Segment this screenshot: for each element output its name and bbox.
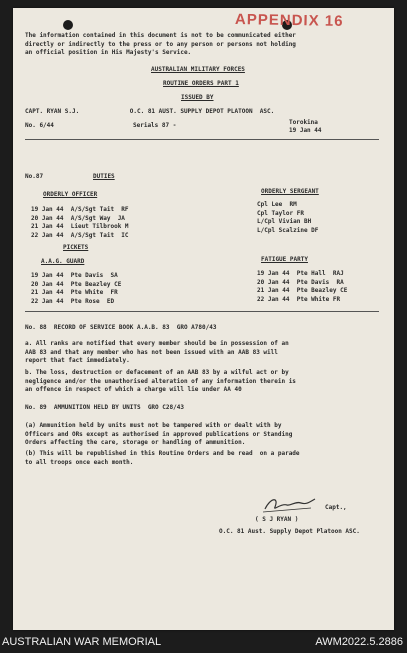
heading-line2: ROUTINE ORDERS PART 1 bbox=[163, 80, 239, 87]
orderly-sergeant-list: Cpl Lee RM Cpl Taylor FR L/Cpl Vivian BH L/Cpl Scalzine DF bbox=[257, 201, 319, 234]
order-88-para-a: a. All ranks are notified that every member should be in possession of an AAB 83 and that any member who has not been issued with an AAB 83 will report that fact immediately. bbox=[25, 340, 289, 364]
divider bbox=[25, 139, 379, 140]
document-page bbox=[13, 8, 394, 630]
signature-unit: O.C. 81 Aust. Supply Depot Platoon ASC. bbox=[219, 528, 360, 535]
caution-text: The information contained in this document is not to be communicated either directly or indirectly to the press or to any person or persons not holding an official position in His Majesty's Service. bbox=[25, 32, 296, 56]
serials: Serials 87 - bbox=[133, 122, 177, 129]
punch-hole bbox=[63, 20, 73, 30]
orderly-sergeant-heading: ORDERLY SERGEANT bbox=[261, 188, 319, 195]
heading-line1: AUSTRALIAN MILITARY FORCES bbox=[151, 66, 245, 73]
heading-line3: ISSUED BY bbox=[181, 94, 214, 101]
signature-graphic bbox=[261, 493, 317, 515]
place: Torokina bbox=[289, 119, 318, 126]
appendix-annotation: APPENDIX 16 bbox=[234, 11, 344, 30]
order-number: No. 6/44 bbox=[25, 122, 54, 129]
fatigue-list: 19 Jan 44 Pte Hall RAJ 20 Jan 44 Pte Davis RA 21 Jan 44 Pte Beazley CE 22 Jan 44 Pte White FR bbox=[257, 270, 348, 303]
orderly-officer-heading: ORDERLY OFFICER bbox=[43, 191, 98, 198]
order-89-para-b: (b) This will be republished in this Routine Orders and be read on a parade to all troops once each month. bbox=[25, 450, 300, 466]
pickets-heading: PICKETS bbox=[63, 244, 89, 251]
picket-list: 19 Jan 44 Pte Davis SA 20 Jan 44 Pte Beazley CE 21 Jan 44 Pte White FR 22 Jan 44 Pte Rose ED bbox=[31, 272, 122, 305]
order-89-title: No. 89 AMMUNITION HELD BY UNITS GRO C28/43 bbox=[25, 404, 184, 411]
footer-bar bbox=[0, 630, 407, 653]
signature-rank: Capt., bbox=[325, 504, 347, 511]
duties-serial: No.87 bbox=[25, 173, 44, 180]
order-88-title: No. 88 RECORD OF SERVICE BOOK A.A.B. 83 GRO A780/43 bbox=[25, 324, 217, 331]
order-89-para-a: (a) Ammunition held by units must not be tampered with or dealt with by Officers and ORs except as authorised in approved publications or Standing Orders affecting the care, storage or handling of ammunition. bbox=[25, 422, 293, 446]
orderly-officer-list: 19 Jan 44 A/S/Sgt Tait RF 20 Jan 44 A/S/Sgt Way JA 21 Jan 44 Lieut Tilbrook M 22 Jan 44 A/S/Sgt Tait IC bbox=[31, 206, 129, 239]
signature-name: ( S J RYAN ) bbox=[255, 516, 299, 523]
footer-left: AUSTRALIAN WAR MEMORIAL bbox=[2, 636, 162, 648]
date: 19 Jan 44 bbox=[289, 127, 322, 134]
divider bbox=[25, 311, 379, 312]
guard-heading: A.A.G. GUARD bbox=[41, 258, 85, 265]
heading-line4: CAPT. RYAN S.J. O.C. 81 AUST. SUPPLY DEPOT PLATOON ASC. bbox=[25, 108, 275, 115]
duties-title: DUTIES bbox=[93, 173, 115, 180]
order-88-para-b: b. The loss, destruction or defacement of an AAB 83 by a wilful act or by negligence and/or the unauthorised alteration of any information therein is an offence in respect of which a charge will lie under AA 40 bbox=[25, 369, 296, 393]
footer-right: AWM2022.5.2886 bbox=[315, 636, 403, 648]
fatigue-heading: FATIGUE PARTY bbox=[261, 256, 308, 263]
